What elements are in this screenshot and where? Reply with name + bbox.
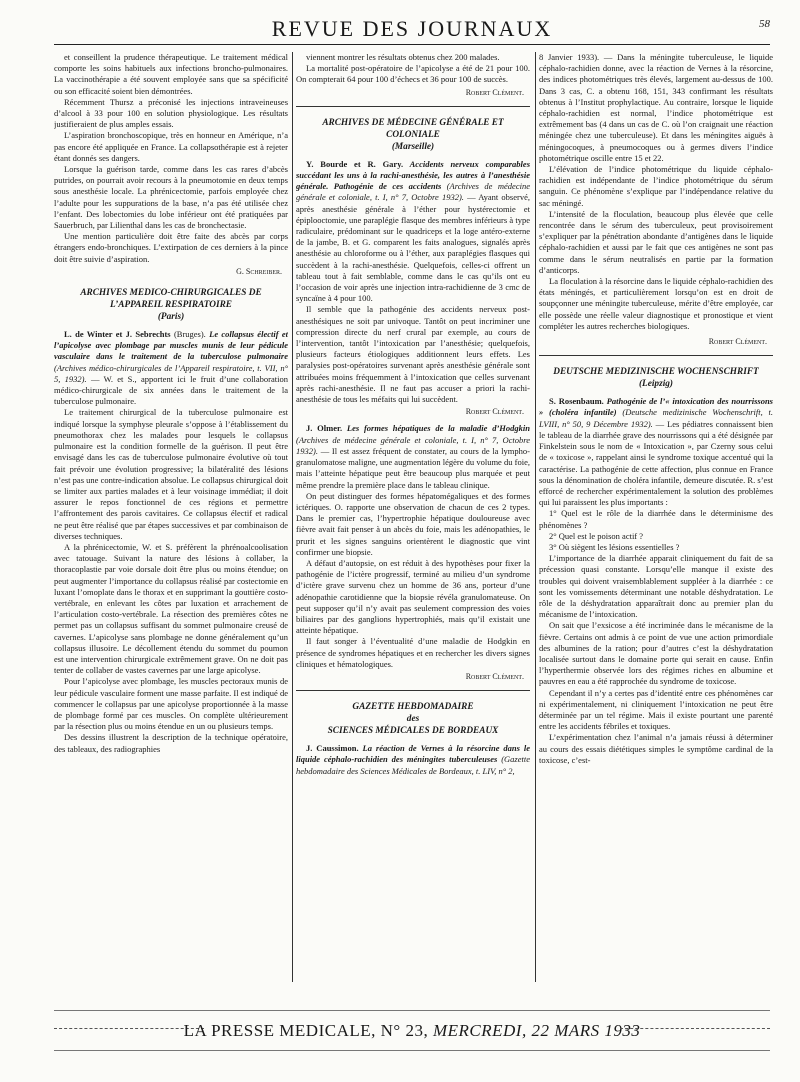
- section-title-line: des: [406, 714, 420, 725]
- paragraph: 8 Janvier 1933). — Dans la méningite tuberculeuse, le liquide céphalo-rachidien donne, avec la réaction de Vernes à la résorcine, des indices photométriques très élevés, largement au-dessus de 100. Dans 3 cas, C. a obtenu 168, 151, 343 confirmant les résultats obtenus à l’Institut prophylactique. Au contraire, lorsque le liquide céphalo-rachidien est normal, l’indice photométrique est extrêmement bas (4 dans un cas de C. où l’on craignait une réaction méningée chez une tuberculeuse). Et dans les méningites aiguës à méningocoques, à pneumocoques ou à germes divers l’indice photométrique oscille entre 15 et 22.: [539, 52, 773, 163]
- column-1: [54, 52, 288, 982]
- paragraph: Des dessins illustrent la description de la technique opératoire, des tableaux, des radiographies: [54, 732, 288, 754]
- article-lead: — Il est assez fréquent de constater, au cours de la lympho-granulomatose maligne, une augmentation légère du volume du foie, mais l’atteinte hépatique peut être beaucoup plus marquée et peut même prendre la première place dans le tableau clinique.: [296, 445, 530, 490]
- column-2: [296, 52, 530, 982]
- section-rule: [296, 690, 530, 691]
- paragraph: L’intensité de la floculation, beaucoup plus élevée que celle rencontrée dans le sérum des tuberculeux, peut provisoirement s’expliquer par la pénétration abondante d’antigènes dans le liquide céphalo-rachidien et aussi par le fait que ces antigènes ne sont pas comme dans le sérum neutralisés en partie par la formation d’anticorps.: [539, 208, 773, 275]
- paragraph: On peut distinguer des formes hépatomégaliques et des formes ictériques. O. rapporte une observation de chacun de ces 2 types. Dans le premier cas, l’hypertrophie hépatique douloureuse avec fièvre avait fait penser à un abcès du foie, mais les adénopathies, le prurit et les signes sanguins orientèrent le diagnostic que vint confirmer une biopsie.: [296, 490, 530, 557]
- section-city: (Paris): [157, 312, 185, 323]
- header-rule: [54, 44, 770, 45]
- article: [296, 423, 530, 490]
- list-item: 1° Quel est le rôle de la diarrhée dans le déterminisme des phénomènes ?: [539, 508, 773, 530]
- section-title-line: SCIENCES MÉDICALES DE BORDEAUX: [327, 726, 499, 737]
- paragraph: L’aspiration bronchoscopique, très en honneur en Amérique, n’a pas encore été appliquée en France. La collapsothérapie est à rejeter étant donnés ses dangers.: [54, 130, 288, 163]
- article-title: Les formes hépatiques de la maladie d’Hodgkin: [342, 423, 530, 434]
- paragraph: On sait que l’exsicose a été incriminée dans le mécanisme de la fièvre. Certains ont admis à ce point de vue une action primordiale des albumines de la ration; pour d’autres c’est la déshydratation localisée surtout dans le domaine porte qui serait en cause. Enfin l’hyperthermie observée lors des régimes riches en albumine et pauvres en eau a été rapprochée du syndrome de toxicose.: [539, 620, 773, 687]
- footer-rule: [54, 1010, 770, 1011]
- section-city: (Leipzig): [638, 379, 674, 390]
- article-title: La réaction de Vernes à la résorcine dans le liquide céphalo-rachidien des méningites tuberculeuses: [296, 743, 530, 765]
- author-signature: Robert Clément.: [708, 337, 767, 347]
- paragraph: A la phrénicectomie, W. et S. préfèrent la phrénoalcoolisation avec tatouage. Suivant la nature des lésions à collaber, la thoracoplastie par voie dorsale doit être plus ou moins étendue; on peut augmenter l’importance du collapsus réalisé par costectomie en luxant l’omoplate dans le thorax et en supprimant la gouttière costo-vertébrale, en enlevant les côtes par luxation et arrachement de l’articulation costo-vertébrale. La résection des premières côtes ne permet pas un collapsus suffisant du sommet pulmonaire creusé de cavernes. L’apicolyse sans plombage ne donne généralement qu’un collapsus illusoire. Le décollement étendu du sommet du poumon est une intervention chirurgicale extrêmement grave. On ne doit pas tenter de collaber de vastes cavernes par une large apicolyse.: [54, 541, 288, 676]
- column-divider: [292, 52, 293, 982]
- paragraph: Le traitement chirurgical de la tuberculose pulmonaire est indiqué lorsque la symphyse pleurale s’oppose à l’établissement du pneumothorax chez les malades pour lesquels le collapsus pulmonaire est la condition formelle de la guérison. Il peut être envisagé dans les cas de tuberculose pulmonaire évolutive où tout fait prévoir une évolution progressive; la bilatéralité des lésions n’est pas une contre-indication absolue. Le collapsus chirurgical doit se limiter aux parties malades et à leur voisinage immédiat; il doit assurer le repos fonctionnel de ces régions et permettre l’affrontement des parois cavitaires. Ce collapsus électif et radical ne peut être réalisé que par étapes successives et par combinaison de diverses techniques.: [54, 407, 288, 541]
- paragraph: Il semble que la pathogénie des accidents nerveux post-anesthésiques ne soit par univoque. Tantôt on peut incriminer une compression directe du nerf crural par exemple, au cours de l’intervention, tantôt l’intoxication par l’anesthésie; quelquefois, plusieurs facteurs étiologiques additionnent leurs effets. Les paralysies post-opératoires survenant après anesthésie générale sont attribuées moins fréquemment à l’intoxication que celles survenant après rachi-anesthésie. Il ne faut pas accuser a priori la rachi-anesthésie de tous les méfaits qui lui succèdent.: [296, 304, 530, 405]
- section-heading: [296, 701, 530, 737]
- paragraph: et conseillent la prudence thérapeutique. Le traitement médical comporte les soins habituels aux infections broncho-pulmonaires. La vaccinothérapie a été souvent employée sans que sa spécificité ou son efficacité soient bien démontrées.: [54, 52, 288, 96]
- list-item: 3° Où siègent les lésions essentielles ?: [549, 541, 680, 552]
- article-authors: J. Caussimon.: [306, 743, 359, 754]
- section-city: (Marseille): [391, 141, 435, 152]
- article-title: Le collapsus électif et l’apicolyse avec plombage par muscles munis de leur pédicule vasculaire dans le traitement de la tuberculose pulmonaire: [54, 329, 288, 362]
- author-signature: Robert Clément.: [465, 671, 524, 681]
- article-source: (Archives de médecine générale et coloniale, t. I, n° 7, Octobre 1932).: [296, 434, 530, 456]
- section-title: DEUTSCHE MEDIZINISCHE WOCHENSCHRIFT: [553, 367, 759, 378]
- paragraph: Lorsque la guérison tarde, comme dans les cas rares d’abcès putrides, on pourrait avoir recours à la pneumotomie en deux temps sous anesthésie locale. La phrénicectomie, parfois employée chez l’adulte pour les suppurations de la base, n’a pas été utilisée chez l’enfant. Des lobectomies du lobe inférieur ont été pratiquées par Sauerbruch, par Lilienthal dans les cas de bronchectasie.: [54, 164, 288, 231]
- section-heading: [296, 117, 530, 153]
- footer-issue: N° 23,: [380, 1021, 429, 1040]
- paragraph: viennent montrer les résultats obtenus chez 200 malades.: [306, 52, 500, 62]
- article-source: (Deutsche medizinische Wochenschrift, t. LVIII, n° 50, 9 Décembre 1932).: [539, 407, 773, 429]
- paragraph: L’expérimentation chez l’animal n’a jamais réussi à déterminer au cours des essais diététiques simples le symptôme cardinal de la toxicose, c’est-: [539, 732, 773, 765]
- author-signature: Robert Clément.: [465, 407, 524, 417]
- article-authors: S. Rosenbaum.: [549, 396, 604, 407]
- article-authors: Y. Bourde et R. Gary.: [306, 158, 404, 169]
- journal-section-title: REVUE DES JOURNAUX: [271, 16, 553, 41]
- author-signature: Robert Clément.: [465, 87, 524, 97]
- article: [296, 743, 530, 777]
- column-3: [539, 52, 773, 982]
- article-authors: J. Olmer.: [306, 423, 343, 434]
- footer-ornament: [620, 1028, 770, 1029]
- article-source: (Archives médico-chirurgicales de l’Appareil respiratoire, t. VII, n° 5, 1932).: [54, 362, 288, 384]
- column-divider: [535, 52, 536, 982]
- paragraph: Il faut songer à l’éventualité d’une maladie de Hodgkin en présence de syndromes hépatiques et en rechercher les divers signes cliniques et hématologiques.: [296, 636, 530, 669]
- article: [54, 329, 288, 407]
- paragraph: A défaut d’autopsie, on est réduit à des hypothèses pour fixer la pathogénie de l’ictère progressif, terminé au milieu d’un syndrome d’ictère grave survenu chez un homme de 36 ans, porteur d’une adénopathie carotidienne que la biopsie révéla granulomateuse. On peut supposer qu’il n’y avait pas seulement compression des voies biliaires par des ganglions hypertrophiés, mais qu’il existait une atteinte hépatique.: [296, 557, 530, 636]
- footer-journal: LA PRESSE MEDICALE: [183, 1021, 372, 1040]
- page-footer: [54, 1008, 770, 1052]
- article-authors: L. de Winter et J. Sebrechts: [64, 329, 171, 340]
- list-item: 2° Quel est le poison actif ?: [549, 530, 644, 541]
- footer-rule: [54, 1050, 770, 1051]
- paragraph: L’importance de la diarrhée apparait cliniquement du fait de sa précession quasi constante. Lorsqu’elle manque il existe des troubles qui doivent vraisemblablement suppléer à la diarrhée : ce sont les vomissements déterminant une notable déshydratation. Le rôle de la déshydratation apparaîtrait donc au premier plan du mécanisme de l’intoxication.: [539, 553, 773, 620]
- section-title: ARCHIVES DE MÉDECINE GÉNÉRALE ET COLONIALE: [322, 117, 504, 140]
- paragraph: Cependant il n’y a certes pas d’identité entre ces phénomènes car ni expérimentalement, ni cliniquement l’intoxication ne peut être déterminée par un tel régime. Mais il existe pourtant une parenté entre les accidents fébriles et toxiques.: [539, 687, 773, 732]
- article-title: Accidents nerveux comparables succédant les uns à la rachi-anesthésie, les autres à l’anesthésie générale. Pathogénie de ces accidents: [296, 158, 530, 192]
- article-lead: — Les pédiatres connaissent bien le tableau de la diarrhée grave des nourrissons qui a été désignée par Finkelstein sous le nom de « Intoxication », par Czerny sous celui de « toxicose », rappelant ainsi le syndrome toxique accentué qui la caractérise. La pathogénie de cette affection, plus connue en France sous la dénomination de choléra infantile, demeure discutée. R. s’est efforcé de rechercher expérimentalement la solution des problèmes qui lui paraissent les plus importants :: [539, 418, 773, 508]
- author-signature: G. Schreiber.: [236, 266, 282, 276]
- footer-date: MERCREDI, 22 MARS 1933: [432, 1021, 641, 1040]
- section-heading: [54, 287, 288, 323]
- article-source: (Archives de médecine générale et coloniale, t. I, n° 7, Octobre 1932).: [296, 181, 530, 203]
- article: [296, 159, 530, 305]
- article-lead: — Ayant observé, après anesthésie générale à l’éther pour hystérectomie et épiplooctomie, une paraplégie flasque des membres inférieurs à type radiculaire, prédominant sur le quadriceps et la loge antéro-externe de la jambe, B. et G. comparent les faits analogues, signalés après anesthésie au chloroforme ou à l’éther, aux paraplégies flasques qui succèdent à la rachi-anesthésie. Quelquefois, celles-ci offrent un tableau tout à fait semblable, comme dans le cas qu’ils ont eu l’occasion de voir après une injection intra-rachidienne de 3 cmc de syncaïne à 4 pour 100.: [296, 192, 530, 304]
- page-header: [54, 12, 770, 42]
- section-heading: [539, 366, 773, 390]
- paragraph: La floculation à la résorcine dans le liquide céphalo-rachidien des états méningés, et particulièrement lorsqu’on est en droit de soupçonner une méningite tuberculeuse, mérite d’être employée, car elle possède une réelle valeur diagnostique et pronostique et vient compléter les autres recherches biologiques.: [539, 276, 773, 331]
- article: [539, 396, 773, 508]
- article-place: (Bruges).: [170, 329, 210, 340]
- section-title-line: GAZETTE HEBDOMADAIRE: [352, 702, 474, 713]
- article-title: Pathogénie de l’« intoxication des nourrissons » (choléra infantile): [539, 396, 773, 418]
- paragraph: La mortalité post-opératoire de l’apicolyse a été de 21 pour 100. On compterait 64 pour 100 d’échecs et 36 pour 100 de succès.: [296, 63, 530, 85]
- article-source: (Gazette hebdomadaire des Sciences Médicales de Bordeaux, t. LIV, n° 2,: [296, 754, 530, 776]
- section-rule: [296, 106, 530, 107]
- page-number: 58: [759, 18, 770, 30]
- paragraph: Pour l’apicolyse avec plombage, les muscles pectoraux munis de leur pédicule vasculaire forment une masse parfaite. Il est indiqué de commencer le collapsus par une apicolyse proportionnée à la masse de plombage formé par ces muscles. On complète ultérieurement par la résection plus ou moins étendue en un ou plusieurs temps.: [54, 676, 288, 732]
- paragraph: Une mention particulière doit être faite des abcès par corps étrangers endo-bronchiques. L’extirpation de ces derniers à la pince doit être suivie d’aspiration.: [54, 231, 288, 264]
- footer-title: LA PRESSE MEDICALE, N° 23, MERCREDI, 22 MARS 1933: [183, 1021, 641, 1040]
- section-rule: [539, 355, 773, 356]
- section-title: ARCHIVES MEDICO-CHIRURGICALES DE L’APPAREIL RESPIRATOIRE: [80, 288, 262, 311]
- paragraph: Récemment Thursz a préconisé les injections intraveineuses d’alcool à 33 pour 100 en solution physiologique. Les résultats justifieraient de plus amples essais.: [54, 96, 288, 130]
- article-lead: — W. et S., apportent ici le fruit d’une collaboration médico-chirurgicale de six années dans le traitement de la tuberculose pulmonaire.: [54, 373, 288, 407]
- paragraph: L’élévation de l’indice photométrique du liquide céphalo-rachidien est indépendante de l’indice photométrique du sérum sanguin. Ce phénomène s’explique par l’indépendance relative du sac méningé.: [539, 164, 773, 208]
